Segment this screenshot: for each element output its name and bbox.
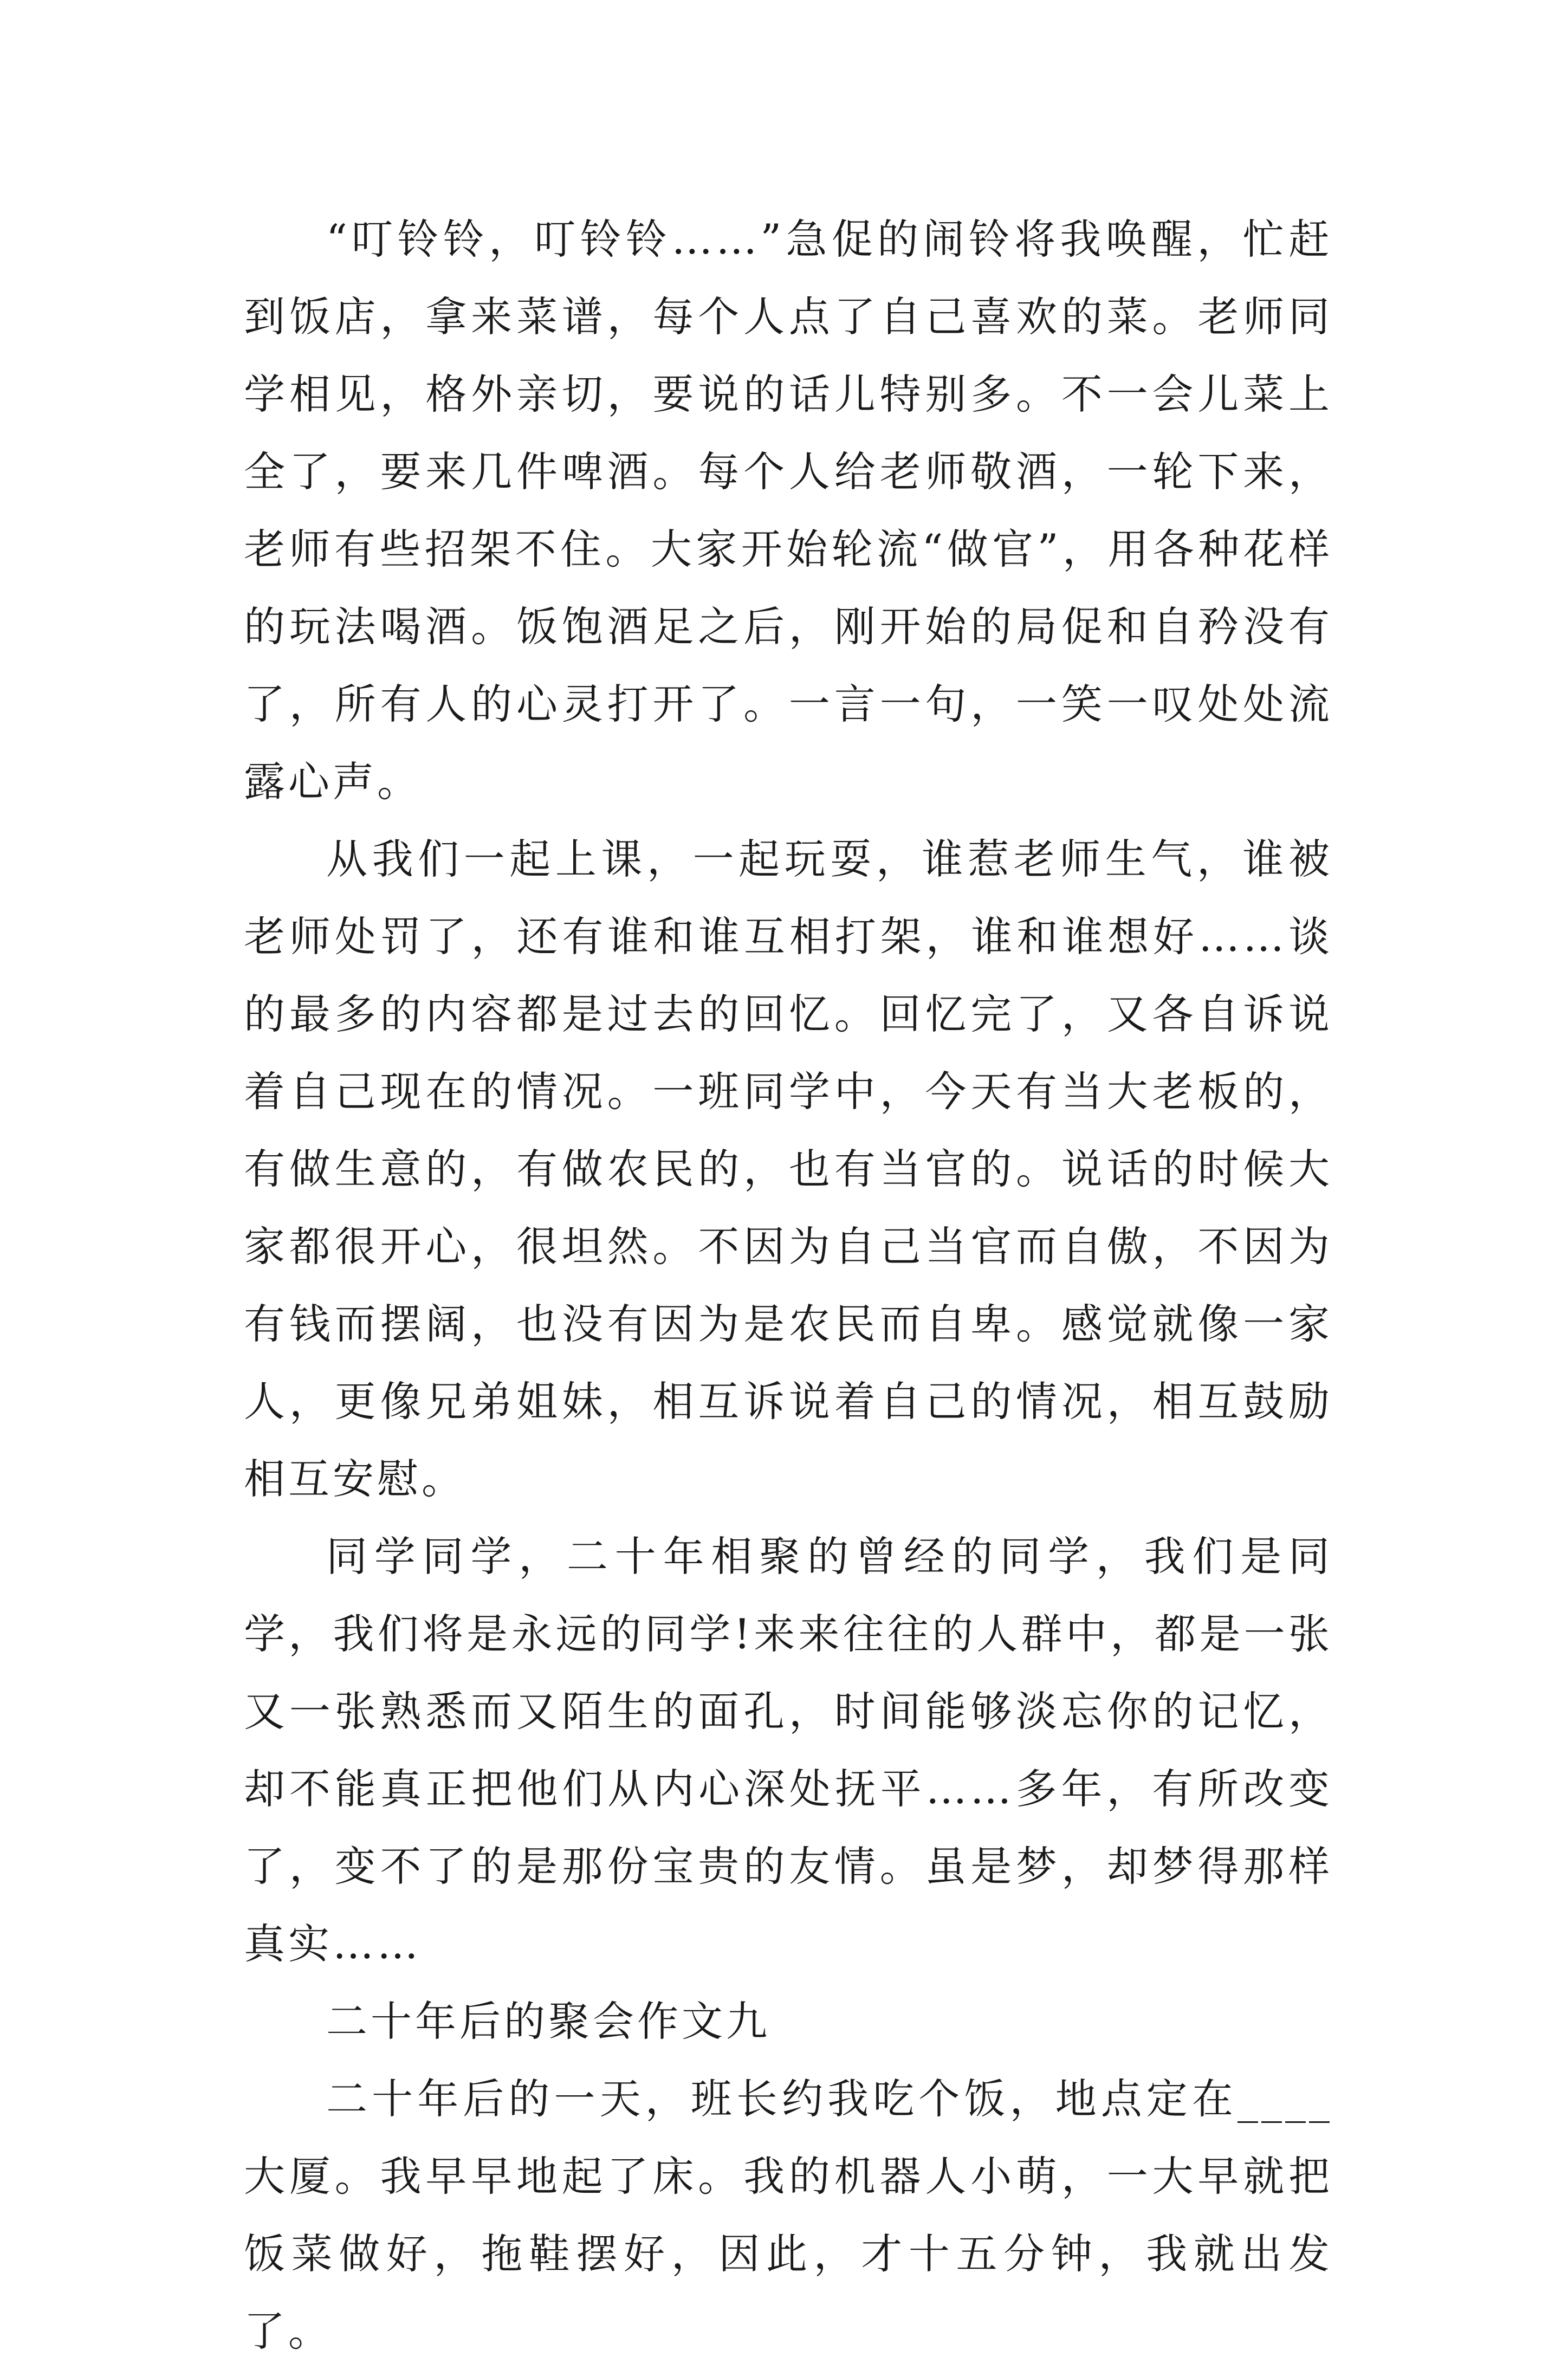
document-body bbox=[244, 200, 1333, 2370]
paragraph-1: “叮铃铃，叮铃铃……”急促的闹铃将我唤醒，忙赶到饭店，拿来菜谱，每个人点了自己喜欢的菜。老师同学相见，格外亲切，要说的话儿特别多。不一会儿菜上全了，要来几件啤酒。每个人给老师敬酒，一轮下来，老师有些招架不住。大家开始轮流“做官”，用各种花样的玩法喝酒。饭饱酒足之后，刚开始的局促和自矜没有了，所有人的心灵打开了。一言一句，一笑一叹处处流露心声。 bbox=[244, 215, 1333, 806]
paragraph-2: 从我们一起上课，一起玩耍，谁惹老师生气，谁被老师处罚了，还有谁和谁互相打架，谁和谁想好……谈的最多的内容都是过去的回忆。回忆完了，又各自诉说着自己现在的情况。一班同学中，今天有当大老板的，有做生意的，有做农民的，也有当官的。说话的时候大家都很开心，很坦然。不因为自己当官而自傲，不因为有钱而摆阔，也没有因为是农民而自卑。感觉就像一家人，更像兄弟姐妹，相互诉说着自己的情况，相互鼓励相互安慰。 bbox=[244, 835, 1333, 1503]
paragraph-3: 同学同学，二十年相聚的曾经的同学，我们是同学，我们将是永远的同学!来来往往的人群中，都是一张又一张熟悉而又陌生的面孔，时间能够淡忘你的记忆，却不能真正把他们从内心深处抚平……多年，有所改变了，变不了的是那份宝贵的友情。虽是梦，却梦得那样真实…… bbox=[244, 1532, 1333, 1968]
paragraph-4: 二十年后的一天，班长约我吃个饭，地点定在____大厦。我早早地起了床。我的机器人小萌，一大早就把饭菜做好，拖鞋摆好，因此，才十五分钟，我就出发了。 bbox=[244, 2075, 1333, 2355]
section-title: 二十年后的聚会作文九 bbox=[326, 1997, 770, 2045]
